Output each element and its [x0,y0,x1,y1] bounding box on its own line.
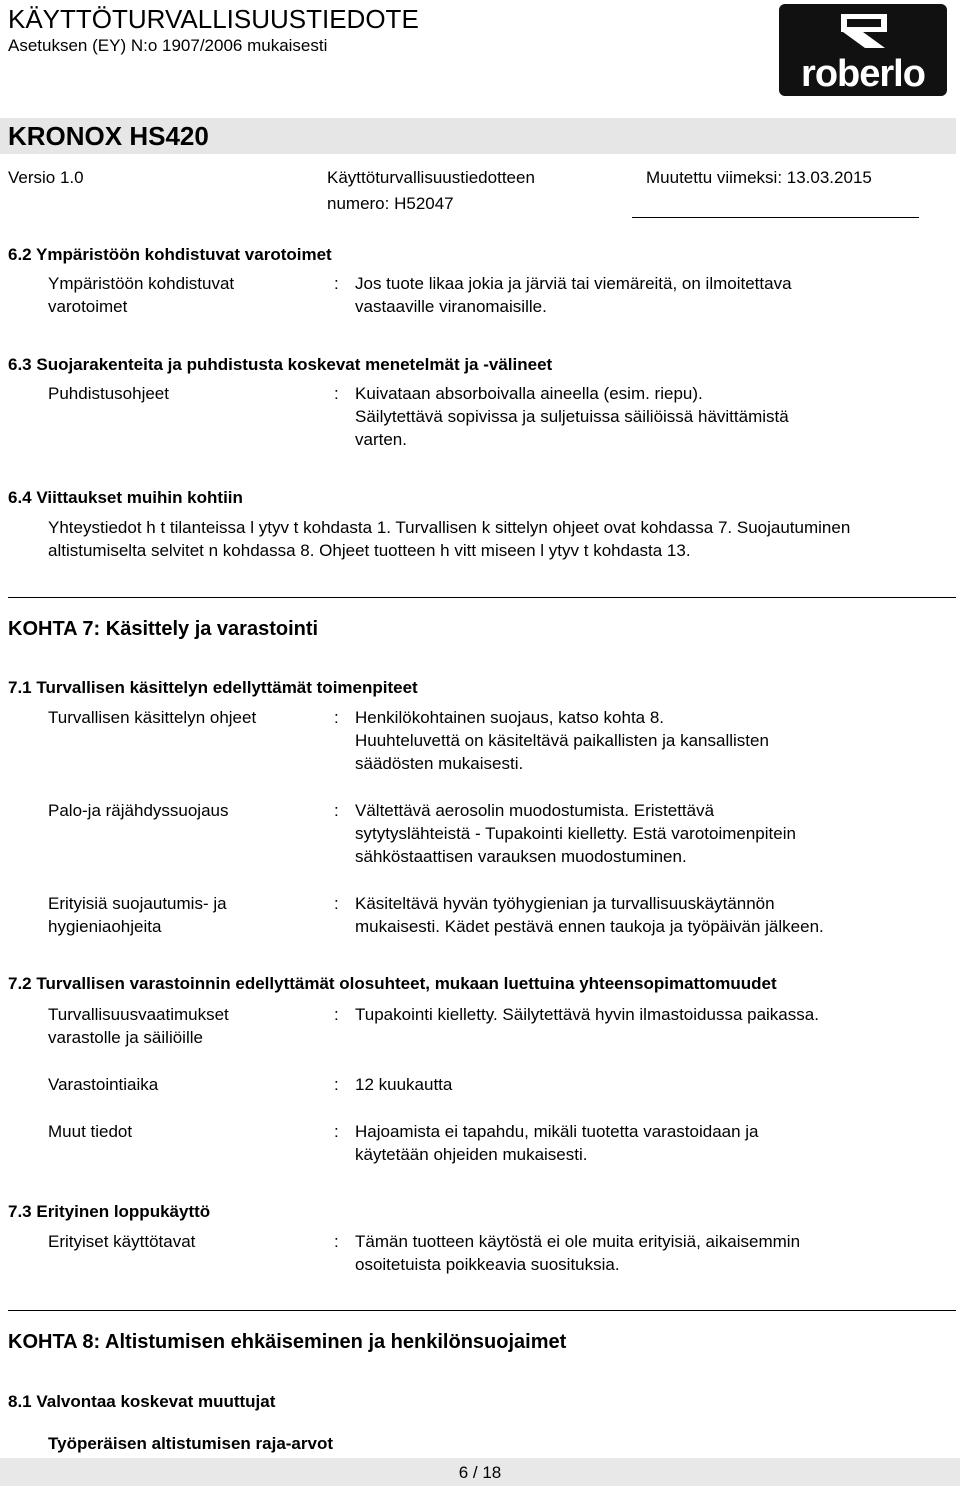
s6-3-colon: : [334,384,339,403]
section-7-1-title: 7.1 Turvallisen käsittelyn edellyttämät toimenpiteet [8,678,418,697]
product-name: KRONOX HS420 [8,121,209,151]
s7-2-row-label: Turvallisuusvaatimukset varastolle ja säiliöille [48,1005,229,1047]
s6-4-text: Yhteystiedot h t tilanteissa l ytyv t kohdasta 1. Turvallisen k sittelyn ohjeet ovat kohdassa 7. Suojautuminen altistumiselta selvitet n kohdassa 8. Ohjeet tuotteen h vitt miseen l ytyv t kohdasta 13. [48,518,851,560]
sds-number: numero: H52047 [327,194,454,213]
s7-3-value: Tämän tuotteen käytöstä ei ole muita erityisiä, aikaisemmin osoitetuista poikkeavia suosituksia. [355,1232,801,1274]
s7-3-colon: : [334,1232,339,1251]
s7-1-row-colon: : [334,801,339,820]
page-number: 6 / 18 [458,1463,502,1482]
s6-2-label: Ympäristöön kohdistuvat varotoimet [48,274,235,316]
s7-1-row-colon: : [334,708,339,727]
s7-2-row-colon: : [334,1122,339,1141]
document-title: KÄYTTÖTURVALLISUUSTIEDOTE [8,4,419,34]
section-7-3-title: 7.3 Erityinen loppukäyttö [8,1202,211,1221]
s7-1-row-value: Vältettävä aerosolin muodostumista. Eristettävä sytytyslähteistä - Tupakointi kielletty. Estä varotoimenpitein sähköstaattisen varauksen muodostuminen. [355,801,796,866]
s6-2-value: Jos tuote likaa jokia ja järviä tai viemäreitä, on ilmoitettava vastaaville viranomaisille. [355,274,792,316]
s7-2-row-label: Varastointiaika [48,1075,159,1094]
sds-label: Käyttöturvallisuustiedotteen [327,168,535,187]
roberlo-logo [779,4,947,96]
logo-text: roberlo [801,53,925,95]
s7-1-row-colon: : [334,894,339,913]
modified-date: Muutettu viimeksi: 13.03.2015 [646,168,872,187]
s7-2-row-colon: : [334,1075,339,1094]
s7-3-label: Erityiset käyttötavat [48,1232,196,1251]
version: Versio 1.0 [8,168,84,187]
s6-3-label: Puhdistusohjeet [48,384,169,403]
section-6-4-title: 6.4 Viittaukset muihin kohtiin [8,488,243,507]
s7-2-row-value: 12 kuukautta [355,1075,453,1094]
section-6-3-title: 6.3 Suojarakenteita ja puhdistusta koskevat menetelmät ja -välineet [8,355,553,374]
header-rule [632,217,919,218]
s6-3-value: Kuivataan absorboivalla aineella (esim. riepu). Säilytettävä sopivissa ja suljetuissa säiliöissä hävittämistä varten. [355,384,789,449]
logo-mark-icon [833,10,895,52]
kohta-7-title: KOHTA 7: Käsittely ja varastointi [8,618,319,640]
s7-1-row-value: Henkilökohtainen suojaus, katso kohta 8. Huuhteluvettä on käsiteltävä paikallisten ja kansallisten säädösten mukaisesti. [355,708,769,773]
s7-2-row-value: Hajoamista ei tapahdu, mikäli tuotetta varastoidaan ja käytetään ohjeiden mukaisesti. [355,1122,759,1164]
section-7-2-title: 7.2 Turvallisen varastoinnin edellyttämät olosuhteet, mukaan luettuina yhteensopimattomuudet [8,974,777,993]
s7-2-row-value: Tupakointi kielletty. Säilytettävä hyvin ilmastoidussa paikassa. [355,1005,819,1024]
s7-2-row-label: Muut tiedot [48,1122,133,1141]
s7-1-row-label: Erityisiä suojautumis- ja hygieniaohjeita [48,894,227,936]
s7-2-row-colon: : [334,1005,339,1024]
s7-1-row-label: Palo-ja räjähdyssuojaus [48,801,229,820]
document-subtitle: Asetuksen (EY) N:o 1907/2006 mukaisesti [8,36,328,55]
s7-1-row-value: Käsiteltävä hyvän työhygienian ja turvallisuuskäytännön mukaisesti. Kädet pestävä ennen taukoja ja työpäivän jälkeen. [355,894,824,936]
kohta-8-title: KOHTA 8: Altistumisen ehkäiseminen ja henkilönsuojaimet [8,1331,567,1353]
s8-1-subtitle: Työperäisen altistumisen raja-arvot [48,1434,334,1453]
kohta7-rule [8,597,956,598]
section-6-2-title: 6.2 Ympäristöön kohdistuvat varotoimet [8,245,332,264]
s6-2-colon: : [334,274,339,293]
s7-1-row-label: Turvallisen käsittelyn ohjeet [48,708,257,727]
section-8-1-title: 8.1 Valvontaa koskevat muuttujat [8,1392,276,1411]
kohta8-rule [8,1310,956,1311]
